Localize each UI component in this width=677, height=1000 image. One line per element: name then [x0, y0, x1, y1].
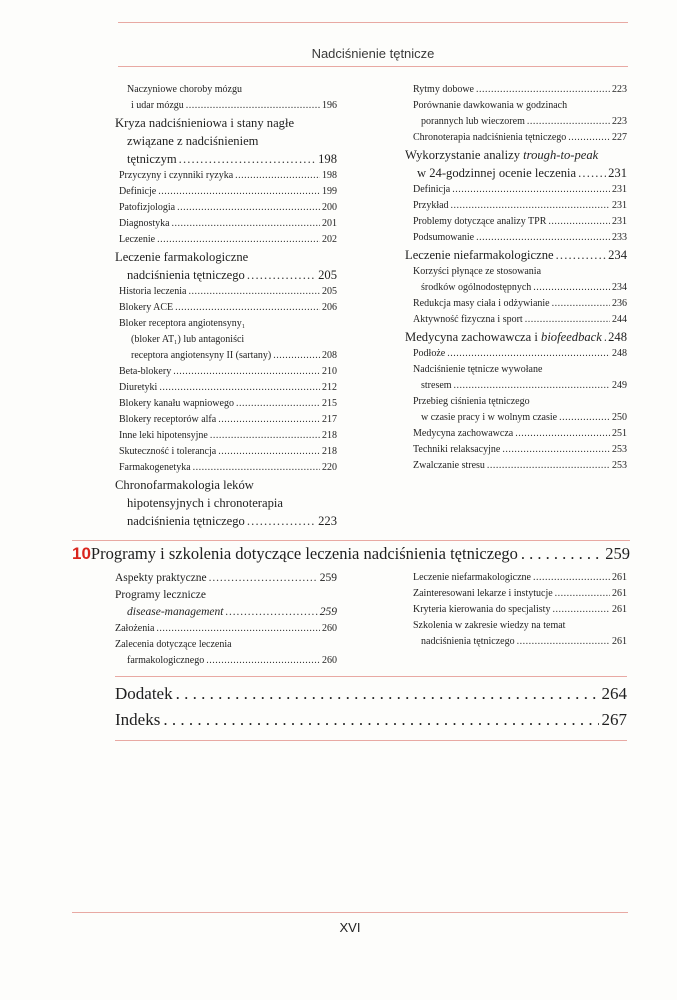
entry-title: Diuretyki [119, 382, 158, 393]
toc-entry-line: hipotensyjnych i chronoterapia [127, 496, 283, 510]
entry-title: Aspekty praktyczne [115, 572, 207, 584]
toc-entry[interactable] [115, 232, 337, 248]
toc-entry[interactable] [115, 216, 337, 232]
entry-title: Inne leki hipotensyjne [119, 430, 208, 441]
entry-page: 215 [322, 398, 337, 409]
dot-leader [236, 396, 320, 412]
back-matter-rule-top [115, 676, 627, 677]
dot-leader [158, 184, 320, 200]
dot-leader [454, 378, 610, 394]
entry-title: Definicje [119, 186, 157, 197]
dot-leader [604, 328, 606, 346]
dot-leader [447, 346, 610, 362]
entry-page: 244 [612, 314, 627, 325]
toc-entry[interactable] [405, 130, 627, 146]
entry-title: w czasie pracy i w wolnym czasie [421, 412, 558, 423]
toc-entry[interactable] [115, 380, 337, 396]
toc-entry[interactable] [405, 280, 627, 296]
toc-entry-line: Szkolenia w zakresie wiedzy na temat [413, 620, 566, 631]
entry-title: Techniki relaksacyjne [413, 444, 501, 455]
entry-title: Blokery ACE [119, 302, 174, 313]
back-matter-rule-bottom [115, 740, 627, 741]
entry-title: Historia leczenia [119, 286, 187, 297]
entry-page: 205 [318, 268, 337, 282]
entry-page: 260 [322, 655, 337, 666]
entry-page: 198 [322, 170, 337, 181]
entry-page: 223 [318, 514, 337, 528]
dot-leader [525, 312, 610, 328]
dot-leader [451, 198, 610, 214]
chapter-10-left-column [115, 570, 337, 669]
entry-page: 267 [601, 710, 627, 729]
entry-title: Blokery receptorów alfa [119, 414, 217, 425]
entry-page: 234 [612, 282, 627, 293]
dot-leader [209, 570, 318, 587]
entry-page: 236 [612, 298, 627, 309]
dot-leader [186, 98, 320, 114]
toc-entry[interactable] [405, 458, 627, 474]
toc-entry[interactable] [115, 428, 337, 444]
entry-title: Aktywność fizyczna i sport [413, 314, 523, 325]
entry-page: 210 [322, 366, 337, 377]
toc-entry[interactable] [405, 378, 627, 394]
chapter-10-heading[interactable] [72, 541, 630, 567]
entry-page: 218 [322, 430, 337, 441]
toc-entry[interactable] [405, 586, 627, 602]
toc-entry-line: Kryza nadciśnieniowa i stany nagłe [115, 116, 295, 130]
entry-page: 220 [322, 462, 337, 473]
entry-title: Blokery kanału wapniowego [119, 398, 234, 409]
entry-title: Leczenie niefarmakologiczne [405, 248, 554, 262]
dot-leader [273, 348, 320, 364]
dot-leader [157, 232, 320, 248]
toc-entry[interactable] [405, 346, 627, 362]
toc-entry[interactable] [405, 182, 627, 198]
entry-page: 249 [612, 380, 627, 391]
entry-page: 251 [612, 428, 627, 439]
entry-page: 231 [612, 216, 627, 227]
dot-leader [533, 280, 610, 296]
entry-title: stresem [421, 380, 452, 391]
page-number: XVI [339, 920, 361, 935]
dot-leader [476, 82, 610, 98]
entry-title: Indeks [115, 710, 161, 729]
entry-title: Chronoterapia nadciśnienia tętniczego [413, 132, 567, 143]
toc-entry-line: Wykorzystanie analizy trough-to-peak [405, 148, 599, 162]
toc-entry[interactable] [115, 168, 337, 184]
toc-entry[interactable] [115, 184, 337, 200]
dot-leader [156, 621, 320, 637]
dot-leader [179, 150, 316, 168]
entry-page: 253 [612, 444, 627, 455]
toc-entry-line: Przebieg ciśnienia tętniczego [413, 396, 530, 407]
entry-page: 198 [318, 152, 337, 166]
entry-page: 200 [322, 202, 337, 213]
footer-rule [72, 912, 628, 913]
toc-entry-line: (bloker AT₁) lub antagoniści [131, 334, 245, 345]
entry-title: i udar mózgu [131, 100, 184, 111]
chapter-page: 259 [605, 544, 630, 563]
dot-leader [521, 541, 602, 567]
entry-page: 260 [322, 623, 337, 634]
toc-entry[interactable] [405, 426, 627, 442]
entry-page: 248 [612, 348, 627, 359]
dot-leader [235, 168, 320, 184]
entry-page: 212 [322, 382, 337, 393]
toc-entry[interactable] [405, 634, 627, 650]
toc-entry[interactable] [115, 396, 337, 412]
entry-page: 202 [322, 234, 337, 245]
entry-title: Leczenie niefarmakologiczne [413, 572, 531, 583]
dot-leader [552, 296, 610, 312]
entry-page: 206 [322, 302, 337, 313]
entry-title: farmakologicznego [127, 655, 205, 666]
toc-entry-line: Chronofarmakologia leków [115, 478, 254, 492]
toc-entry-line: Leczenie farmakologiczne [115, 250, 249, 264]
toc-entry[interactable] [115, 98, 337, 114]
dot-leader [218, 412, 320, 428]
toc-entry-line: Programy lecznicze [115, 589, 206, 601]
toc-entry[interactable] [115, 604, 337, 621]
dot-leader [210, 428, 320, 444]
entry-title: Przyczyny i czynniki ryzyka [119, 170, 234, 181]
entry-page: 259 [319, 572, 337, 584]
header-rule [118, 66, 628, 67]
entry-title: Medycyna zachowawcza i biofeedback [405, 330, 602, 344]
entry-title: Rytmy dobowe [413, 84, 474, 95]
toc-entry-line: Bloker receptora angiotensyny₁ [119, 318, 246, 329]
entry-title: tętniczym [127, 152, 177, 166]
entry-page: 231 [608, 166, 627, 180]
entry-title: Podłoże [413, 348, 446, 359]
entry-title: środków ogólnodostępnych [421, 282, 532, 293]
toc-entry[interactable] [115, 200, 337, 216]
entry-page: 261 [612, 604, 627, 615]
entry-page: 233 [612, 232, 627, 243]
toc-entry[interactable] [405, 570, 627, 586]
dot-leader [225, 604, 317, 621]
top-rule [118, 22, 628, 23]
dot-leader [175, 300, 320, 316]
dot-leader [578, 164, 606, 182]
italic-term: trough-to-peak [523, 148, 599, 162]
toc-entry[interactable] [405, 246, 627, 264]
entry-title: Redukcja masy ciała i odżywianie [413, 298, 550, 309]
entry-page: 196 [322, 100, 337, 111]
toc-entry[interactable] [405, 214, 627, 230]
toc-entry[interactable] [115, 653, 337, 669]
entry-title: Definicja [413, 184, 451, 195]
dot-leader [247, 266, 316, 284]
dot-leader [206, 653, 320, 669]
dot-leader [452, 182, 610, 198]
entry-page: 199 [322, 186, 337, 197]
dot-leader [163, 710, 598, 730]
entry-title: Medycyna zachowawcza [413, 428, 514, 439]
toc-entry[interactable] [405, 442, 627, 458]
entry-page: 259 [319, 606, 337, 618]
entry-page: 261 [612, 572, 627, 583]
entry-title: Diagnostyka [119, 218, 170, 229]
entry-title: Kryteria kierowania do specjalisty [413, 604, 551, 615]
toc-entry[interactable] [405, 410, 627, 426]
entry-title: Podsumowanie [413, 232, 475, 243]
entry-page: 201 [322, 218, 337, 229]
dot-leader [173, 364, 320, 380]
entry-page: 248 [608, 330, 627, 344]
toc-entry-line: Korzyści płynące ze stosowania [413, 266, 542, 277]
entry-page: 231 [612, 200, 627, 211]
dot-leader [517, 634, 610, 650]
running-head: Nadciśnienie tętnicze [311, 46, 435, 61]
dot-leader [172, 216, 320, 232]
toc-entry[interactable] [115, 364, 337, 380]
dot-leader [218, 444, 320, 460]
dot-leader [556, 246, 607, 264]
dot-leader [188, 284, 320, 300]
dot-leader [177, 200, 320, 216]
dot-leader [548, 214, 610, 230]
dot-leader [487, 458, 610, 474]
back-matter-entry-indeks[interactable] [115, 710, 627, 730]
toc-entry[interactable] [115, 621, 337, 637]
dot-leader [552, 602, 610, 618]
entry-title: receptora angiotensyny II (sartany) [131, 350, 272, 361]
dot-leader [568, 130, 610, 146]
toc-entry-line: Naczyniowe choroby mózgu [127, 84, 242, 95]
chapter-10-right-column [405, 570, 627, 650]
toc-right-column [405, 82, 627, 474]
entry-title: Farmakogenetyka [119, 462, 191, 473]
entry-title: nadciśnienia tętniczego [127, 514, 245, 528]
entry-page: 264 [601, 684, 627, 703]
toc-entry[interactable] [405, 312, 627, 328]
toc-left-column [115, 82, 337, 530]
entry-title: Patofizjologia [119, 202, 176, 213]
toc-entry[interactable] [405, 296, 627, 312]
toc-entry[interactable] [405, 328, 627, 346]
entry-page: 250 [612, 412, 627, 423]
entry-page: 234 [608, 248, 627, 262]
italic-term: biofeedback [541, 330, 602, 344]
dot-leader [193, 460, 320, 476]
dot-leader [527, 114, 610, 130]
entry-title: w 24-godzinnej ocenie leczenia [417, 166, 577, 180]
dot-leader [559, 410, 610, 426]
chapter-title: Programy i szkolenia dotyczące leczenia nadciśnienia tętniczego [90, 544, 518, 563]
toc-entry[interactable] [115, 348, 337, 364]
entry-title: disease-management [127, 606, 224, 618]
entry-page: 223 [612, 116, 627, 127]
toc-entry[interactable] [405, 230, 627, 246]
toc-entry[interactable] [405, 114, 627, 130]
toc-entry[interactable] [115, 412, 337, 428]
entry-title: nadciśnienia tętniczego [127, 268, 245, 282]
entry-page: 223 [612, 84, 627, 95]
entry-page: 261 [612, 588, 627, 599]
toc-entry[interactable] [115, 300, 337, 316]
dot-leader [555, 586, 610, 602]
entry-page: 205 [322, 286, 337, 297]
toc-entry[interactable] [405, 198, 627, 214]
toc-entry[interactable] [115, 460, 337, 476]
entry-page: 218 [322, 446, 337, 457]
entry-page: 253 [612, 460, 627, 471]
entry-page: 208 [322, 350, 337, 361]
toc-entry-line: Nadciśnienie tętnicze wywołane [413, 364, 543, 375]
back-matter-entry-dodatek[interactable] [115, 684, 627, 704]
entry-title: Problemy dotyczące analizy TPR [413, 216, 547, 227]
entry-title: porannych lub wieczorem [421, 116, 525, 127]
entry-page: 227 [612, 132, 627, 143]
toc-entry[interactable] [115, 444, 337, 460]
entry-title: nadciśnienia tętniczego [421, 636, 515, 647]
entry-page: 217 [322, 414, 337, 425]
dot-leader [476, 230, 610, 246]
toc-entry[interactable] [405, 82, 627, 98]
toc-entry-line: Porównanie dawkowania w godzinach [413, 100, 568, 111]
dot-leader [502, 442, 610, 458]
dot-leader [159, 380, 320, 396]
toc-entry[interactable] [115, 570, 337, 587]
toc-entry[interactable] [115, 150, 337, 168]
toc-entry[interactable] [115, 266, 337, 284]
entry-title: Skuteczność i tolerancja [119, 446, 217, 457]
toc-entry-line: związane z nadciśnieniem [127, 134, 259, 148]
dot-leader [247, 512, 316, 530]
toc-entry[interactable] [115, 512, 337, 530]
toc-entry-line: Zalecenia dotyczące leczenia [115, 639, 232, 650]
entry-title: Beta-blokery [119, 366, 172, 377]
entry-title: Leczenie [119, 234, 156, 245]
dot-leader [515, 426, 610, 442]
toc-entry[interactable] [405, 164, 627, 182]
dot-leader [533, 570, 610, 586]
entry-page: 231 [612, 184, 627, 195]
entry-title: Założenia [115, 623, 155, 634]
entry-title: Zainteresowani lekarze i instytucje [413, 588, 553, 599]
entry-page: 261 [612, 636, 627, 647]
entry-title: Przykład [413, 200, 449, 211]
toc-entry[interactable] [115, 284, 337, 300]
chapter-number: 10 [72, 544, 91, 563]
dot-leader [176, 684, 599, 704]
toc-entry[interactable] [405, 602, 627, 618]
entry-title: Dodatek [115, 684, 173, 703]
entry-title: Zwalczanie stresu [413, 460, 485, 471]
